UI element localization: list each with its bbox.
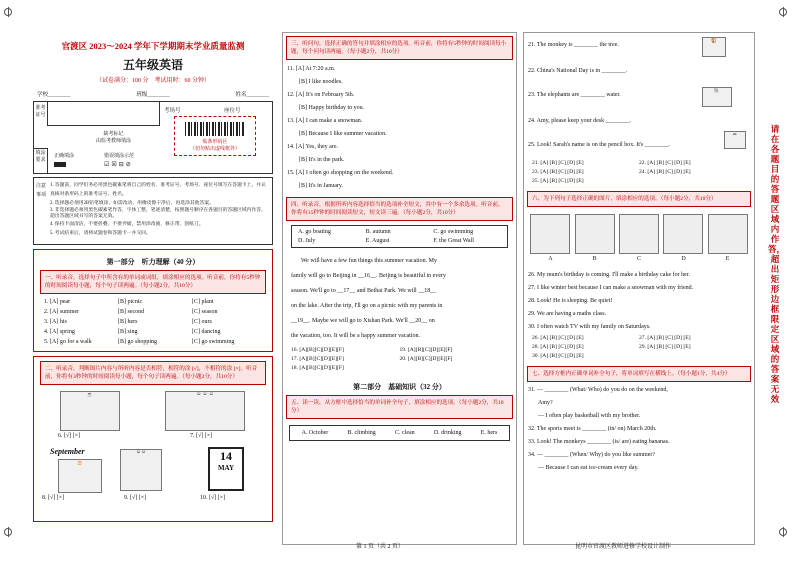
absence-label: 缺考标记 — [103, 132, 124, 137]
picture-a: A — [530, 214, 570, 254]
side-warning: 请在各题目的答题区域内作答，超出矩形边框限定区域的答案无效 — [768, 124, 786, 404]
part1-title: 第一部分 听力理解（40 分） — [106, 258, 200, 266]
picture-family: ☺ ☺ ☺ — [165, 391, 245, 431]
monkey-icon: 🐒 — [702, 37, 726, 57]
q1-options[interactable]: 1. [A] pear [B] picnic [C] plant 2. [A] summer [B] second [C] season 3. [A] his [B] hers [C] ours 4. [A] spring [B] sing [C] dancing 5. [A] go for a walk [B] go shopping [C] go swimming — [44, 299, 235, 345]
picture-children: ☺☺ — [120, 449, 162, 491]
q5-options: A. October B. climbing C. clean D. drinking E. hers — [289, 425, 510, 441]
q5-items: 21. The monkey is ________ the tree. 22. China's National Day is in ________. 23. The elephants are ________ water. 24. Amy, please keep your desk ________. 25. Look! Sarah's name is on the pencil box. It's ________. 🐒 🐘 ✏ — [524, 33, 754, 153]
q5-answers[interactable]: 21. [A] [B] [C] [D] [E] 22. [A] [B] [C] [D] [E] 23. [A] [B] [C] [D] [E] 24. [A] [B] [C] [D] [E] 25. [A] [B] [C] [D] [E] — [532, 160, 691, 184]
note-item: 2. 选择题必须用2B铅笔填涂，如需改动，用橡皮擦干净后，再选涂其他答案。 — [50, 201, 214, 206]
q7-instruction: 七、选择方框内正确单词补全句子，将单词填写在横线上。（每小题1分，共4分） — [527, 366, 751, 382]
barcode-icon — [185, 122, 245, 136]
page-number: 第 1 页（共 2 页） — [356, 544, 405, 550]
answer-sheet-header — [33, 101, 273, 174]
id-boxes[interactable] — [48, 102, 160, 126]
picture-d: D — [663, 214, 703, 254]
q7-items[interactable]: 31. — ________ (What/ Who) do you do on the weekend, Amy? — I often play basketball with my brother. 32. The sports meet is ________ (in/ on) March 20th. 33. Look! The monkeys ________ (is/ are) eating bananas. 34. — ________ (When/ Why) do you like summer? — Because I can eat ice-cream every day. — [528, 387, 670, 471]
picture-boy-drinking: ☕ — [60, 391, 120, 431]
registration-mark — [4, 8, 12, 16]
barcode-note: （切勿贴出虚线框外） — [189, 147, 240, 152]
note-item: 4. 保持卡面清洁，不要折叠、不要弄破，禁用涂改液、修正带、刮纸刀。 — [50, 222, 204, 227]
exam-title: 官渡区 2023～2024 学年下学期期末学业质量监测 — [61, 41, 245, 51]
barcode-area — [174, 116, 256, 156]
right-column — [523, 32, 755, 545]
registration-mark — [779, 528, 787, 536]
picture-e: E — [708, 214, 748, 254]
note-item: 5. 考试结束后，请将试题卷和答题卡一并交回。 — [50, 231, 151, 236]
student-info: 学校________ 班级________ 姓名________ — [37, 92, 269, 98]
class-label: 班级 — [136, 92, 148, 98]
barcode-label: 贴条形码区 — [202, 140, 228, 145]
left-column — [33, 32, 273, 545]
elephant-icon: 🐘 — [702, 87, 732, 107]
q1-instruction: 一、听录音，选择句子中所含有的单词或词组，填涂相应的选项。听音前，你将有5秒钟的时间阅读每小题，每个句子读两遍。（每小题2分，共10分） — [40, 270, 266, 294]
q6-answers[interactable]: 26. [A] [B] [C] [D] [E] 27. [A] [B] [C] [D] [E] 28. [A] [B] [C] [D] [E] 29. [A] [B] [C] [D] [E] 30. [A] [B] [C] [D] [E] — [532, 335, 691, 359]
q6-pictures — [524, 211, 754, 262]
q4-instruction: 四、听录音，根据所听内容选择恰当的选项补全短文，其中有一个多余选项。听音前，你将有15秒钟的时间阅读短文，短文读三遍。（每小题2分，共10分） — [286, 197, 513, 221]
picture-b: B — [575, 214, 615, 254]
wrong-fill-samples: ☑☒⊟⊘ — [104, 162, 133, 168]
id-label: 准考证号 — [34, 102, 48, 126]
part2-title: 第二部分 基础知识（32 分） — [353, 383, 446, 391]
subject-title: 五年级英语 — [122, 58, 183, 72]
q7-answer[interactable]: 7. [√] [×] — [190, 433, 213, 439]
q9-answer[interactable]: 9. [√] [×] — [124, 495, 147, 501]
q5-instruction: 五、读一读，从方框中选择恰当的单词补全句子，填涂相应的选项。（每小题2分，共10分） — [286, 395, 513, 419]
calendar-word: September — [50, 447, 85, 456]
notes-label: 注意事项 — [36, 184, 47, 198]
q2-instruction: 二、听录音，判断图片内容与所听内容是否相符，相符的涂 [√]，不相符的涂 [×]。听音前，你将有3秒钟的时间阅读每小题，每个句子读两遍。（每小题2分，共10分） — [40, 361, 266, 385]
registration-mark — [4, 528, 12, 536]
picture-cake: 🎂 — [58, 459, 102, 493]
wrong-label: 错误填涂示范 — [104, 154, 135, 159]
q8-answer[interactable]: 8. [√] [×] — [42, 495, 65, 501]
correct-fill-sample — [54, 162, 66, 167]
q6-answer[interactable]: 6. [√] [×] — [58, 433, 81, 439]
q3-instruction: 三、听问句，选择正确的答句并填涂相应的选项。听音前，你将有5秒钟的时间阅读每小题，每个问句读两遍。（每小题2分，共10分） — [286, 36, 513, 60]
picture-c: C — [619, 214, 659, 254]
notes-box — [33, 177, 273, 245]
seat-no-label: 座位号 — [224, 108, 241, 114]
registration-mark — [779, 8, 787, 16]
note-item: 3. 非选择题必须用黑色碳素笔作答，字体工整，笔迹清楚，按照题号顺序在各题目的答题区域内作答，超出答题区域书写的答案无效。 — [50, 208, 266, 219]
middle-column — [282, 32, 517, 545]
q6-instruction: 六、为下列句子选择正确的图片，填涂相应的选项。（每小题2分，共10分） — [527, 191, 751, 207]
school-label: 学校 — [37, 92, 49, 98]
name-label: 姓名 — [235, 92, 247, 98]
exam-no-label: 考场号 — [164, 108, 181, 114]
q10-answer[interactable]: 10. [√] [×] — [200, 495, 226, 501]
q4-options: A. go boating B. autumn C. go swimming D. July E. August F. the Great Wall — [291, 225, 508, 248]
footer-maker: 昆明市官渡区教师进修学校设计制作 — [575, 544, 672, 550]
q6-items: 26. My mum's birthday is coming. I'll make a birthday cake for her. 27. I like winter best because I can make a snowman with my friend. 28. Look! He is sleeping. Be quiet! 29. We are having a maths class. 30. I often watch TV with my family on Saturdays. — [528, 272, 694, 330]
q4-answers[interactable]: 16. [A][B][C][D][E][F] 19. [A][B][C][D][E][F] 17. [A][B][C][D][E][F] 20. [A][B][C][D][E][F] 18. [A][B][C][D][E][F] — [291, 347, 453, 371]
part1-q2-section — [33, 356, 273, 522]
pencil-box-icon: ✏ — [724, 131, 746, 149]
absence-note: 由监考教师填涂 — [96, 139, 132, 144]
fill-label: 填涂要求 — [34, 148, 48, 174]
part1-q1-section — [33, 249, 273, 352]
score-time: （试卷满分：100 分 考试用时：60 分钟） — [95, 78, 210, 84]
q2-pictures — [40, 385, 266, 505]
correct-label: 正确填涂 — [54, 154, 75, 159]
note-item: 1. 答题前，同学们务必用黑色碳素笔将自己的姓名、准考证号、考场号、座位号填写在答题卡上，并认真核对条形码上的准考证号、姓名。 — [50, 183, 266, 197]
calendar-icon: 14 MAY — [208, 447, 244, 491]
q4-passage: We will have a few fun things this summer vacation. My family will go to Beijing in __16__. Beijing is beautiful in every season. We'll go to __17__ and Beihai Park. We will __18__ on the lake. After the trip, I'll go on a picnic with my parents in __19__. Maybe we will go to Xishan Park. We'll __20__ on the vacation, too. It will be a happy summer vacation. — [291, 258, 446, 339]
q3-items[interactable]: 11. [A] At 7:20 a.m. [B] I like noodles. 12. [A] It's on February 5th. [B] Happy birthday to you. 13. [A] I can make a snowman. [B] Because I like summer vacation. 14. [A] Yes, they are. [B] It's in the park. 15. [A] I often go shopping on the weekend. [B] It's in January. — [287, 66, 394, 189]
